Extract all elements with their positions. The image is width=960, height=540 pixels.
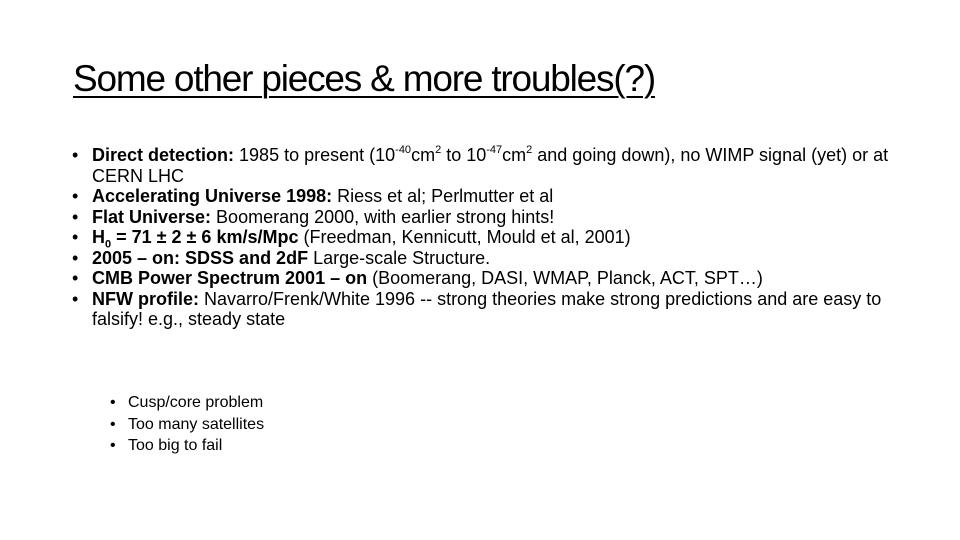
bullet-dot: • — [72, 288, 79, 309]
sub-bullet-item — [110, 392, 264, 414]
bullet-dot: • — [110, 437, 116, 454]
sub-bullet-text: Too many satellites — [128, 415, 265, 433]
bullet-label: Flat Universe: — [92, 206, 212, 227]
bullet-dot: • — [72, 206, 79, 227]
bullet-text: and going down), no WIMP signal (yet) or at CERN LHC — [92, 145, 889, 186]
slide-title: Some other pieces & more troubles(?) — [73, 58, 655, 99]
bullet-text: (Boomerang, DASI, WMAP, Planck, ACT, SPT…) — [367, 268, 763, 288]
bullet-label-part: 2005 – on: SDSS and 2d — [92, 247, 298, 268]
bullet-dot: • — [72, 186, 79, 206]
sub-bullet-text: Cusp/core problem — [128, 394, 264, 411]
sub-bullet-item — [110, 414, 264, 436]
bullet-dot: • — [72, 247, 79, 268]
superscript: 2 — [435, 144, 442, 156]
bullet-dot: • — [72, 145, 79, 165]
superscript: 2 — [526, 144, 533, 156]
sub-bullet-list — [110, 392, 264, 457]
bullet-sdss — [72, 248, 932, 269]
bullet-dot: • — [110, 415, 116, 433]
superscript: -47 — [486, 144, 503, 156]
bullet-text: Navarro/Frenk/White 1996 -- strong theories make strong predictions and are easy to falsify! e.g., steady state — [92, 288, 882, 329]
bullet-label — [92, 248, 308, 268]
bullet-text: Boomerang 2000, with earlier strong hints! — [211, 206, 555, 227]
bullet-accelerating-universe — [72, 186, 932, 207]
bullet-list — [72, 145, 932, 330]
bullet-text: Large-scale Structure. — [308, 247, 491, 268]
bullet-dot: • — [72, 227, 79, 247]
sub-bullet-item — [110, 435, 264, 457]
bullet-label-part: H — [92, 227, 105, 247]
bullet-flat-universe — [72, 207, 932, 228]
bullet-label — [92, 227, 299, 251]
subscript: 0 — [105, 238, 112, 251]
superscript: -40 — [395, 144, 412, 156]
bullet-dot: • — [110, 394, 116, 411]
bullet-label-part: = 71 ± 2 ± 6 km/s/Mpc — [111, 227, 299, 247]
bullet-label-part: F — [297, 247, 309, 268]
bullet-nfw-profile — [72, 289, 932, 330]
sub-bullet-text: Too big to fail — [128, 437, 223, 454]
bullet-label: Accelerating Universe 1998: — [92, 186, 333, 206]
bullet-text: cm — [411, 145, 436, 165]
bullet-direct-detection — [72, 145, 932, 186]
bullet-text: (Freedman, Kennicutt, Mould et al, 2001) — [298, 227, 631, 247]
bullet-dot: • — [72, 268, 79, 288]
bullet-label: CMB Power Spectrum 2001 – on — [92, 268, 368, 288]
bullet-cmb — [72, 268, 932, 289]
bullet-text: Riess et al; Perlmutter et al — [332, 186, 554, 206]
bullet-text: 1985 to present (10 — [234, 145, 396, 165]
bullet-label: NFW profile: — [92, 288, 199, 309]
bullet-text: to 10 — [441, 145, 487, 165]
bullet-label: Direct detection: — [92, 145, 235, 165]
bullet-text: cm — [502, 145, 527, 165]
bullet-hubble-constant — [72, 227, 932, 251]
